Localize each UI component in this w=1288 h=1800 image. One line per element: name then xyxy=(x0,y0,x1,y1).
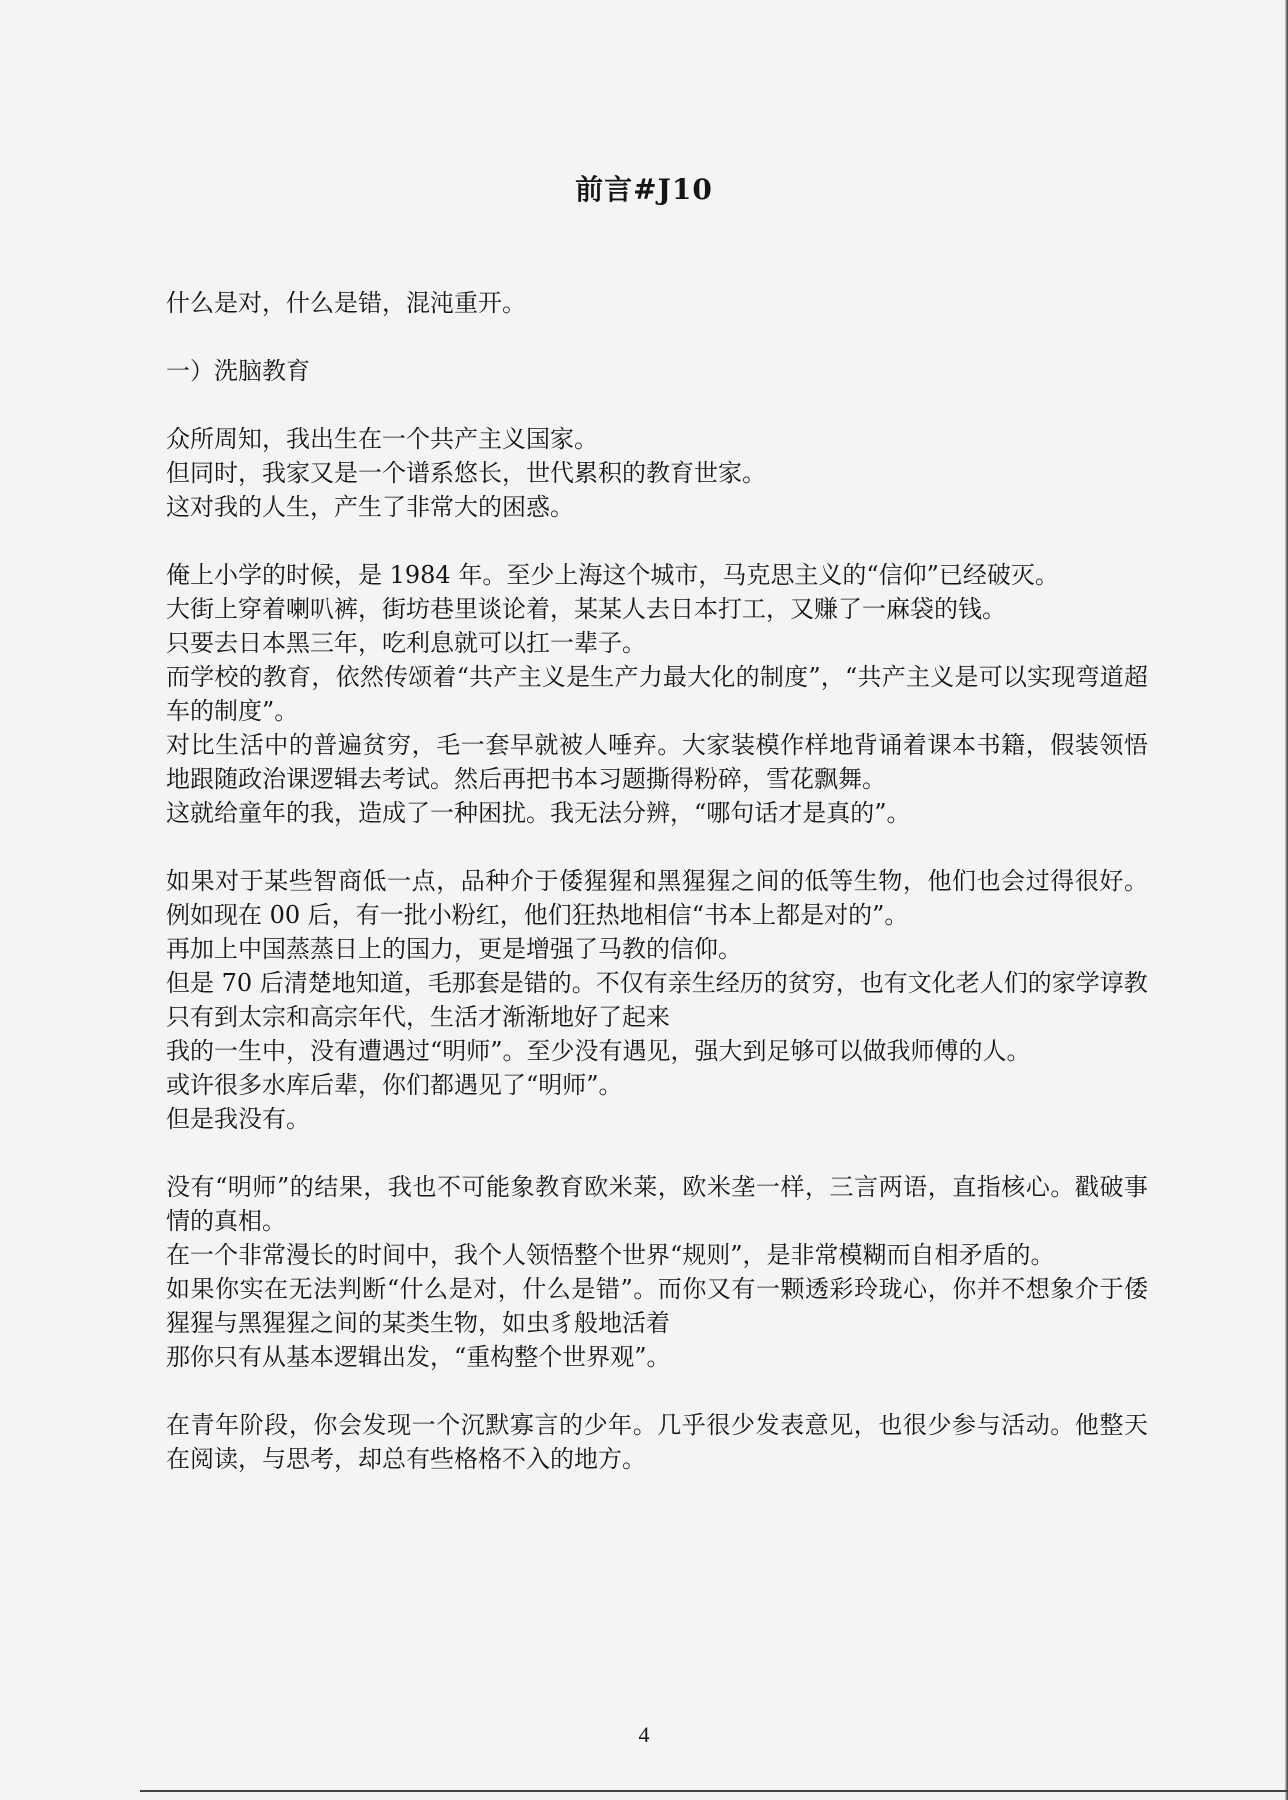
text-line: 俺上小学的时候，是 1984 年。至少上海这个城市，马克思主义的“信仰”已经破灭。 xyxy=(166,561,1059,589)
text-line: 但同时，我家又是一个谱系悠长，世代累积的教育世家。 xyxy=(166,459,766,487)
text-line: 那你只有从基本逻辑出发，“重构整个世界观”。 xyxy=(166,1343,671,1371)
text-line: 一）洗脑教育 xyxy=(166,357,310,385)
text-line: 再加上中国蒸蒸日上的国力，更是增强了马教的信仰。 xyxy=(166,935,742,963)
paragraph-gap xyxy=(166,320,1148,354)
text-line: 或许很多水库后辈，你们都遇见了“明师”。 xyxy=(166,1071,623,1099)
paragraph-gap xyxy=(166,524,1148,558)
text-line: 但是 70 后清楚地知道，毛那套是错的。不仅有亲生经历的贫穷，也有文化老人们的家学谆教 xyxy=(166,969,1148,997)
text-line: 在青年阶段，你会发现一个沉默寡言的少年。几乎很少发表意见，也很少参与活动。他整天在阅读，与思考，却总有些格格不入的地方。 xyxy=(166,1411,1148,1473)
text-line: 只有到太宗和高宗年代，生活才渐渐地好了起来 xyxy=(166,1003,670,1031)
text-line: 只要去日本黑三年，吃利息就可以扛一辈子。 xyxy=(166,629,646,657)
text-line: 大街上穿着喇叭裤，街坊巷里谈论着，某某人去日本打工，又赚了一麻袋的钱。 xyxy=(166,595,1006,623)
page-number: 4 xyxy=(638,1722,650,1747)
paragraph-gap xyxy=(166,830,1148,864)
page-bottom-edge xyxy=(140,1790,1288,1792)
text-line: 这就给童年的我，造成了一种困扰。我无法分辨，“哪句话才是真的”。 xyxy=(166,799,911,827)
text-line: 我的一生中，没有遭遇过“明师”。至少没有遇见，强大到足够可以做我师傅的人。 xyxy=(166,1037,1031,1065)
text-line: 这对我的人生，产生了非常大的困惑。 xyxy=(166,493,574,521)
text-line: 众所周知，我出生在一个共产主义国家。 xyxy=(166,425,598,453)
text-line: 什么是对，什么是错，混沌重开。 xyxy=(166,289,526,317)
text-line: 没有“明师”的结果，我也不可能象教育欧米莱，欧米垄一样，三言两语，直指核心。戳破事情的真相。 xyxy=(166,1173,1148,1235)
text-line: 而学校的教育，依然传颂着“共产主义是生产力最大化的制度”，“共产主义是可以实现弯道超车的制度”。 xyxy=(166,663,1148,725)
text-line: 但是我没有。 xyxy=(166,1105,310,1133)
paragraph-gap xyxy=(166,388,1148,422)
text-line: 如果对于某些智商低一点，品种介于倭猩猩和黑猩猩之间的低等生物，他们也会过得很好。例如现在 00 后，有一批小粉红，他们狂热地相信“书本上都是对的”。 xyxy=(166,867,1148,929)
text-line: 对比生活中的普遍贫穷，毛一套早就被人唾弃。大家装模作样地背诵着课本书籍，假装领悟地跟随政治课逻辑去考试。然后再把书本习题撕得粉碎，雪花飘舞。 xyxy=(166,731,1148,793)
text-line: 如果你实在无法判断“什么是对，什么是错”。而你又有一颗透彩玲珑心，你并不想象介于倭猩猩与黑猩猩之间的某类生物，如虫豸般地活着 xyxy=(166,1275,1148,1337)
text-line: 在一个非常漫长的时间中，我个人领悟整个世界“规则”，是非常模糊而自相矛盾的。 xyxy=(166,1241,1055,1269)
paragraph-gap xyxy=(166,1136,1148,1170)
document-body xyxy=(166,286,1148,1476)
paragraph-gap xyxy=(166,1374,1148,1408)
page-title: 前言#J10 xyxy=(575,173,713,206)
